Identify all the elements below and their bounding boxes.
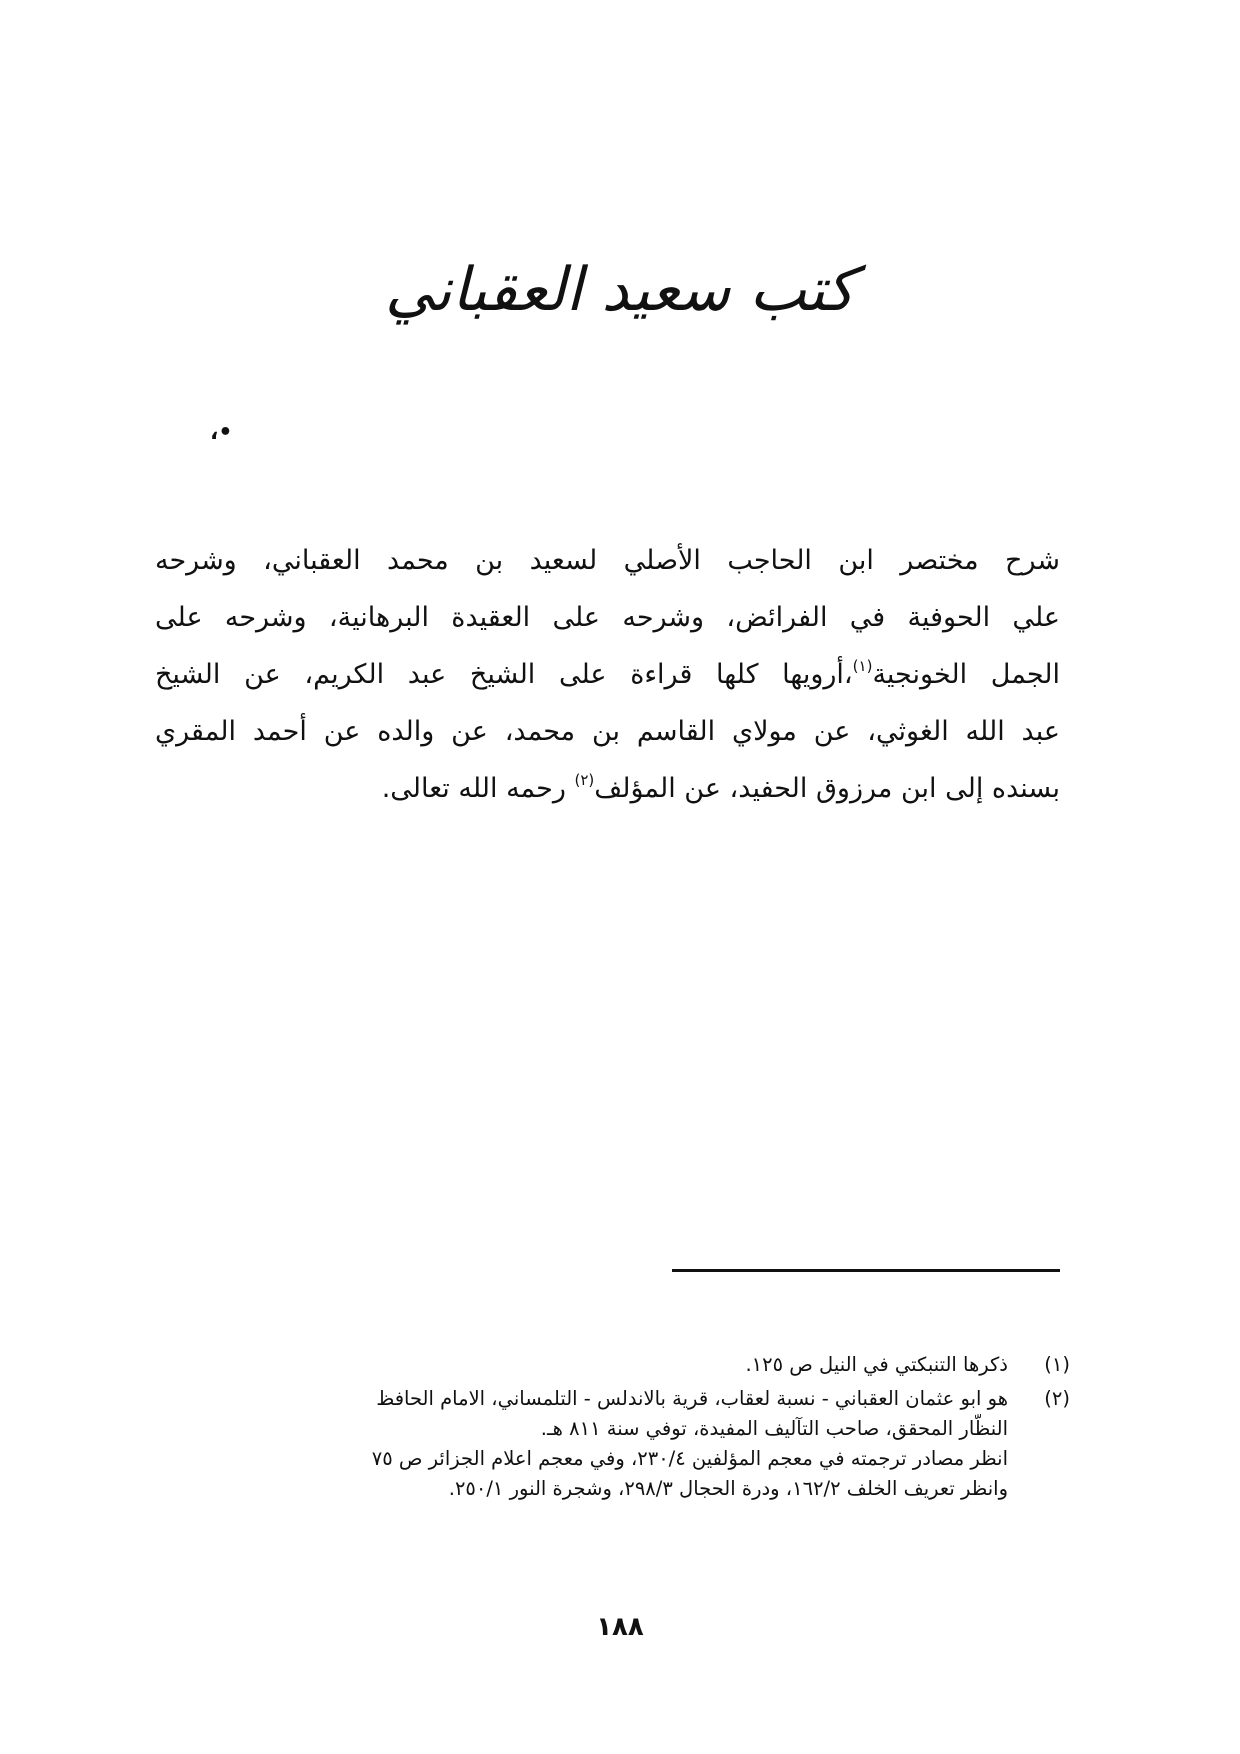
body-line-5-end: رحمه الله تعالى. — [381, 773, 575, 804]
chapter-title: كتب سعيد العقباني — [385, 255, 855, 325]
footnote-line: انظر مصادر ترجمته في معجم المؤلفين ٢٣٠/٤، وفي معجم اعلام الجزائر ص ٧٥ — [371, 1447, 1008, 1470]
body-line-5-start: بسنده إلى ابن مرزوق الحفيد، عن المؤلف — [594, 773, 1060, 804]
footnote-number: (٢) — [1044, 1387, 1070, 1410]
body-line-5 — [155, 760, 1060, 817]
footnotes — [175, 1350, 1070, 1508]
footnote-number: (١) — [1044, 1353, 1070, 1376]
stray-mark: •، — [210, 420, 233, 445]
body-line-4: عبد الله الغوثي، عن مولاي القاسم بن محمد، عن والده عن أحمد المقري — [155, 716, 1060, 747]
footnote-line: وانظر تعريف الخلف ١٦٢/٢، ودرة الحجال ٢٩٨/٣، وشجرة النور ٢٥٠/١. — [448, 1477, 1008, 1500]
footnote-ref-1: (١) — [852, 657, 873, 675]
footnote-line: النظّار المحقق، صاحب التآليف المفيدة، توفي سنة ٨١١ هـ. — [540, 1417, 1008, 1440]
body-paragraph — [155, 532, 1060, 817]
footnote-text — [175, 1384, 1008, 1504]
page-number: ١٨٨ — [596, 1612, 644, 1642]
body-line-2: علي الحوفية في الفرائض، وشرحه على العقيدة البرهانية، وشرحه على — [155, 602, 1060, 633]
body-line-3-end: ،أرويها كلها قراءة على الشيخ عبد الكريم، عن الشيخ — [155, 659, 853, 690]
body-line-1: شرح مختصر ابن الحاجب الأصلي لسعيد بن محمد العقباني، وشرحه — [155, 545, 1060, 576]
body-line-3 — [155, 646, 1060, 703]
footnote-2 — [175, 1384, 1070, 1504]
footnote-line: ذكرها التنبكتي في النيل ص ١٢٥. — [745, 1353, 1008, 1376]
footnote-line: هو ابو عثمان العقباني - نسبة لعقاب، قرية بالاندلس - التلمساني، الامام الحافظ — [376, 1387, 1008, 1410]
footnote-1 — [175, 1350, 1070, 1380]
footnote-ref-2: (٢) — [574, 771, 595, 789]
footnote-separator — [672, 1269, 1060, 1272]
footnote-text — [175, 1350, 1008, 1380]
body-line-3-start: الجمل الخونجية — [872, 659, 1060, 690]
